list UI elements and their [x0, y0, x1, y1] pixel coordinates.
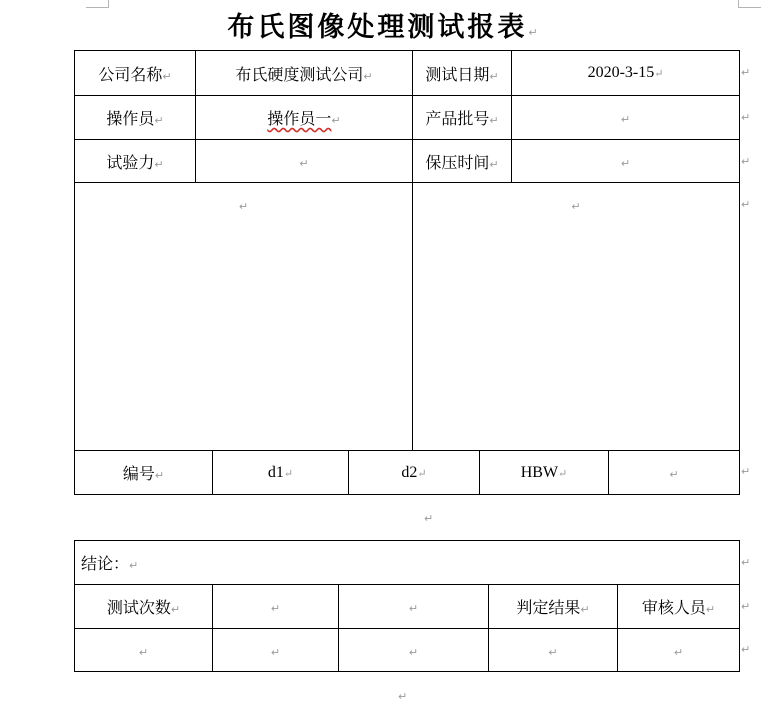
page-corner-mark-left [86, 0, 109, 8]
row-end-mark: ↵ [741, 155, 751, 168]
page-corner-mark-right [738, 0, 761, 8]
image-area-right[interactable]: ↵ [413, 183, 740, 451]
info-row-company [75, 51, 740, 96]
image-area-left[interactable]: ↵ [75, 183, 413, 451]
company-name-value[interactable]: 布氏硬度测试公司↵ [196, 51, 413, 96]
hold-time-label: 保压时间↵ [413, 140, 512, 183]
row-end-mark: ↵ [741, 465, 751, 478]
conclusion-row [75, 541, 740, 585]
measure-d2-header: d2↵ [349, 451, 480, 495]
report-title: 布氏图像处理测试报表↵ [227, 12, 541, 43]
operator-label: 操作员↵ [75, 96, 196, 140]
judgement-header: 判定结果↵ [489, 585, 618, 629]
row-end-mark: ↵ [741, 556, 751, 569]
test-date-value[interactable]: 2020-3-15↵ [512, 51, 740, 96]
measure-hbw-header: HBW↵ [480, 451, 609, 495]
hold-time-value[interactable]: ↵ [512, 140, 740, 183]
measure-header-row [75, 451, 740, 495]
row-end-mark: ↵ [741, 66, 751, 79]
company-name-label: 公司名称↵ [75, 51, 196, 96]
result-header-blank-2[interactable]: ↵ [339, 585, 489, 629]
row-end-mark: ↵ [741, 600, 751, 613]
image-area-row [75, 183, 740, 451]
result-cell[interactable]: ↵ [618, 629, 740, 672]
result-data-row [75, 629, 740, 672]
final-paragraph-mark: ↵ [398, 690, 408, 703]
conclusion-cell[interactable]: 结论：↵ [75, 541, 740, 585]
row-end-mark: ↵ [741, 643, 751, 656]
result-header-row [75, 585, 740, 629]
row-end-mark: ↵ [741, 198, 751, 211]
test-force-value[interactable]: ↵ [196, 140, 413, 183]
measure-d1-header: d1↵ [213, 451, 349, 495]
test-count-header: 测试次数↵ [75, 585, 213, 629]
result-cell[interactable]: ↵ [213, 629, 339, 672]
batch-number-value[interactable]: ↵ [512, 96, 740, 140]
info-row-operator [75, 96, 740, 140]
result-cell[interactable]: ↵ [75, 629, 213, 672]
measure-no-header: 编号↵ [75, 451, 213, 495]
measure-extra-header[interactable]: ↵ [609, 451, 740, 495]
measure-table [74, 450, 740, 495]
test-force-label: 试验力↵ [75, 140, 196, 183]
batch-number-label: 产品批号↵ [413, 96, 512, 140]
empty-paragraph-mark: ↵ [424, 512, 434, 525]
operator-value[interactable]: 操作员一↵ [196, 96, 413, 140]
row-end-mark: ↵ [741, 111, 751, 124]
result-header-blank-1[interactable]: ↵ [213, 585, 339, 629]
result-table [74, 540, 740, 672]
result-cell[interactable]: ↵ [339, 629, 489, 672]
result-cell[interactable]: ↵ [489, 629, 618, 672]
info-row-force [75, 140, 740, 183]
info-table [74, 50, 740, 451]
test-date-label: 测试日期↵ [413, 51, 512, 96]
reviewer-header: 审核人员↵ [618, 585, 740, 629]
